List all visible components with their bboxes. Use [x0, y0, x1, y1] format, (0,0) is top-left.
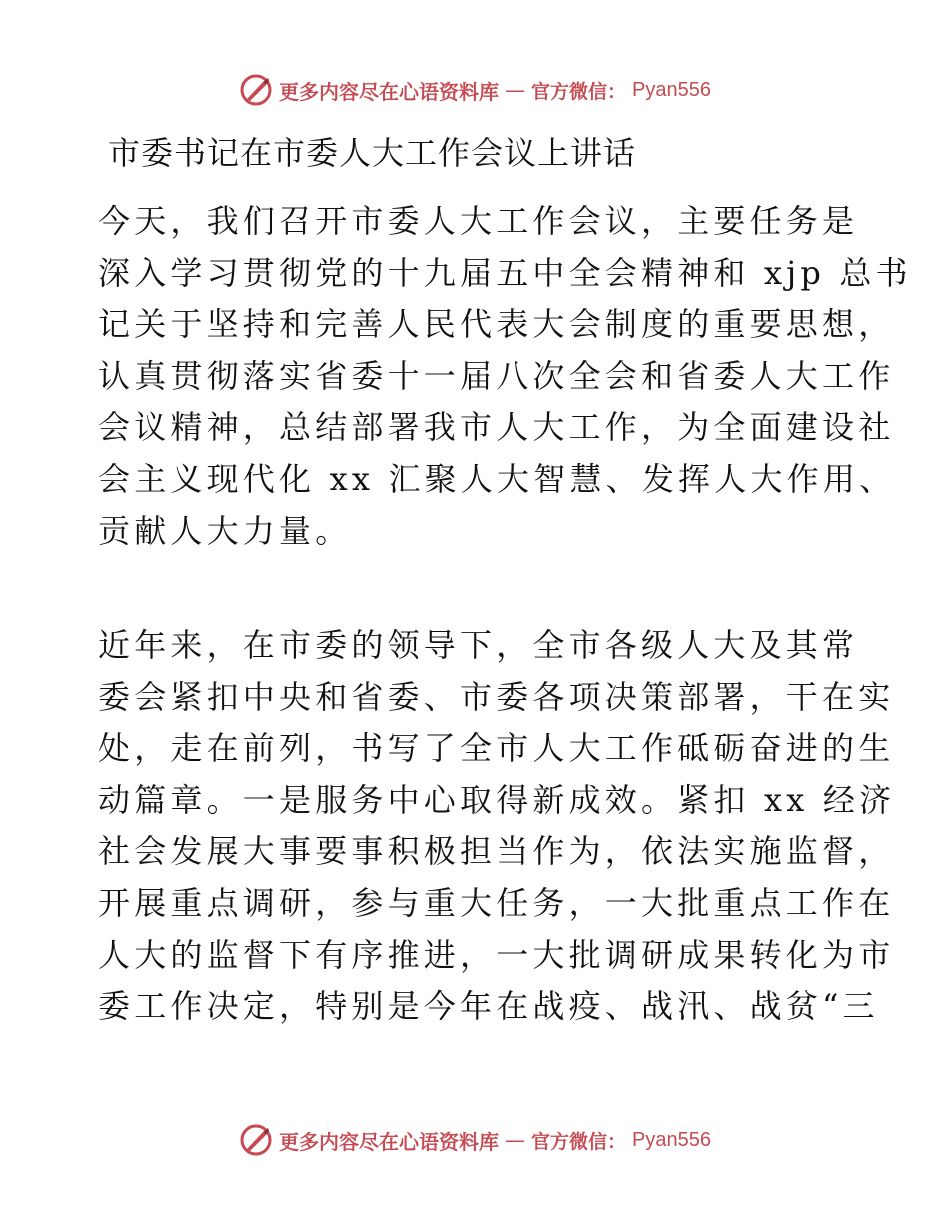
watermark-dash: — — [505, 1128, 525, 1152]
text-line: 委会紧扣中央和省委、市委各项决策部署，干在实 — [98, 677, 895, 716]
text-line: 动篇章。一是服务中心取得新成效。紧扣 xx 经济 — [98, 780, 896, 819]
watermark-official-label: 官方微信： — [531, 1130, 627, 1153]
text-line: 人大的监督下有序推进，一大批调研成果转化为市 — [98, 935, 895, 974]
document-title: 市委书记在市委人大工作会议上讲话 — [108, 134, 637, 172]
text-line: 处，走在前列，书写了全市人大工作砥砺奋进的生 — [98, 729, 895, 768]
text-line: 委工作决定，特别是今年在战疫、战汛、战贫“三 — [98, 987, 879, 1026]
paragraph-1 — [98, 196, 912, 557]
text-line: 深入学习贯彻党的十九届五中全会精神和 xjp 总书 — [98, 253, 912, 292]
quill-logo-icon — [239, 73, 273, 107]
paragraph-2 — [98, 620, 896, 1033]
watermark-text: 更多内容尽在心语资料库 — [279, 79, 499, 104]
text-line: 认真贯彻落实省委十一届八次全会和省委人大工作 — [98, 356, 895, 395]
text-line: 今天，我们召开市委人大工作会议，主要任务是 — [98, 202, 859, 240]
text-line: 开展重点调研，参与重大任务，一大批重点工作在 — [98, 883, 895, 922]
footer-watermark — [0, 1120, 950, 1160]
header-watermark — [0, 70, 950, 110]
watermark-wechat-id: Pyan556 — [632, 1128, 711, 1151]
watermark-official-label: 官方微信： — [531, 80, 627, 103]
watermark-text: 更多内容尽在心语资料库 — [279, 1129, 499, 1154]
text-line: 贡献人大力量。 — [98, 511, 352, 550]
watermark-dash: — — [505, 78, 525, 102]
text-line: 社会发展大事要事积极担当作为，依法实施监督， — [98, 832, 895, 871]
quill-logo-icon — [239, 1123, 273, 1157]
text-line: 会议精神，总结部署我市人大工作，为全面建设社 — [98, 408, 895, 447]
text-line: 近年来，在市委的领导下，全市各级人大及其常 — [98, 626, 859, 664]
watermark-wechat-id: Pyan556 — [632, 78, 711, 101]
text-line: 会主义现代化 xx 汇聚人大智慧、发挥人大作用、 — [98, 459, 896, 498]
text-line: 记关于坚持和完善人民代表大会制度的重要思想， — [98, 305, 895, 344]
